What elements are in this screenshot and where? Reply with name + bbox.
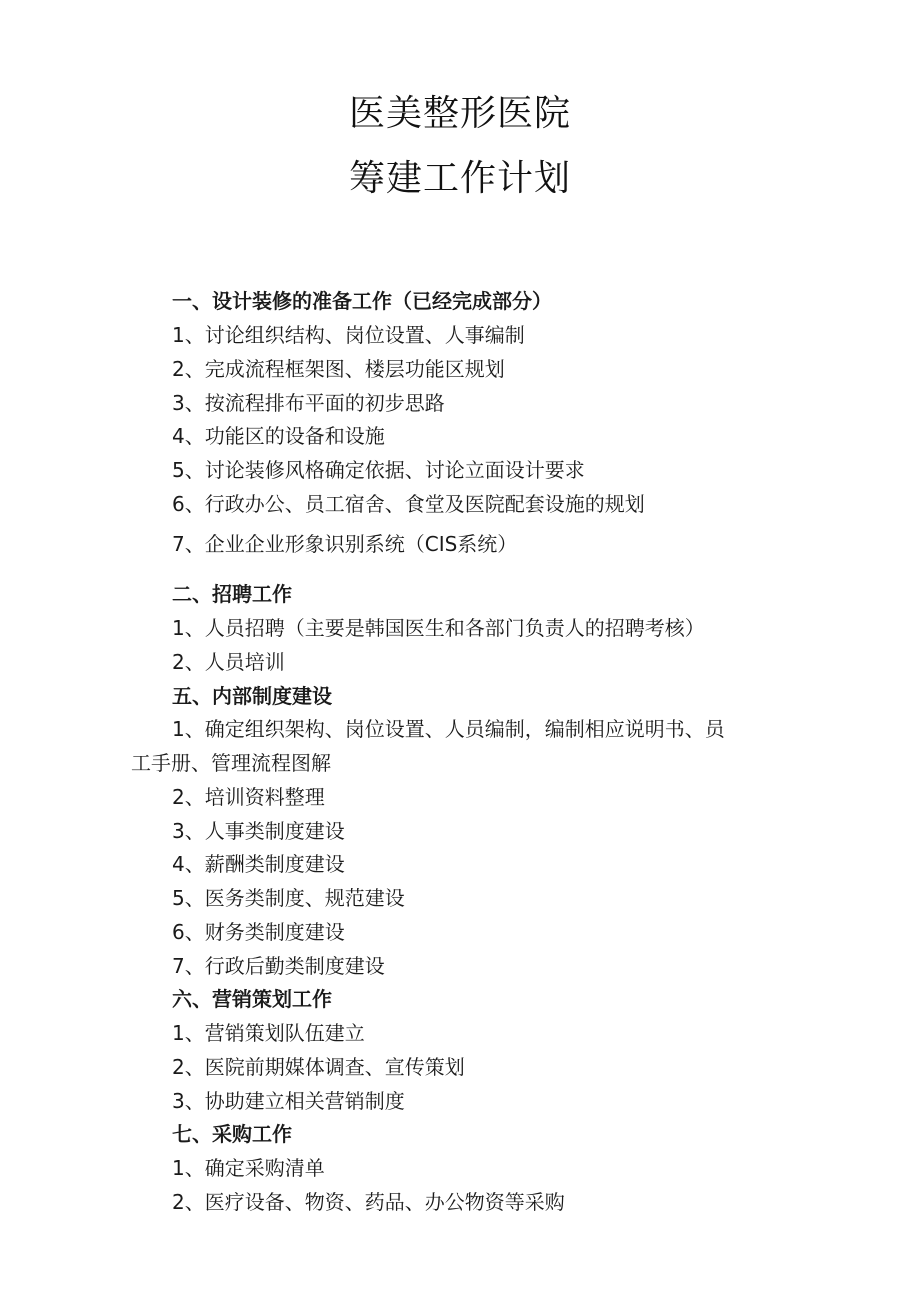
list-item: 2、完成流程框架图、楼层功能区规划: [172, 357, 505, 381]
title-line-1: 医美整形医院: [348, 93, 571, 134]
list-item: 3、协助建立相关营销制度: [172, 1089, 405, 1113]
section-heading: 七、采购工作: [172, 1122, 292, 1146]
section-heading: 一、设计装修的准备工作（已经完成部分）: [172, 289, 552, 313]
list-item: 2、医疗设备、物资、药品、办公物资等采购: [172, 1190, 565, 1214]
list-item: 1、营销策划队伍建立: [172, 1021, 365, 1045]
list-item: 1、讨论组织结构、岗位设置、人事编制: [172, 323, 525, 347]
list-item: 7、行政后勤类制度建设: [172, 954, 385, 978]
list-item: 1、确定组织架构、岗位设置、人员编制，编制相应说明书、员: [172, 717, 725, 741]
list-item: 1、人员招聘（主要是韩国医生和各部门负责人的招聘考核）: [172, 616, 705, 640]
section-heading: 二、招聘工作: [172, 582, 292, 606]
list-item: 4、薪酬类制度建设: [172, 852, 345, 876]
list-item: 2、医院前期媒体调查、宣传策划: [172, 1055, 465, 1079]
section-heading: 五、内部制度建设: [172, 684, 332, 708]
list-item: 2、人员培训: [172, 650, 285, 674]
list-item: 5、讨论装修风格确定依据、讨论立面设计要求: [172, 458, 585, 482]
list-item: 3、人事类制度建设: [172, 819, 345, 843]
list-item: 2、培训资料整理: [172, 785, 325, 809]
list-item: 3、按流程排布平面的初步思路: [172, 391, 445, 415]
list-item: 7、企业企业形象识别系统（CIS系统）: [172, 532, 518, 556]
section-heading: 六、营销策划工作: [172, 987, 332, 1011]
list-item: 6、财务类制度建设: [172, 920, 345, 944]
list-item-continuation: 工手册、管理流程图解: [131, 751, 331, 775]
list-item: 4、功能区的设备和设施: [172, 424, 385, 448]
list-item: 5、医务类制度、规范建设: [172, 886, 405, 910]
list-item: 6、行政办公、员工宿舍、食堂及医院配套设施的规划: [172, 492, 645, 516]
list-item: 1、确定采购清单: [172, 1156, 325, 1180]
title-line-2: 筹建工作计划: [348, 158, 571, 199]
